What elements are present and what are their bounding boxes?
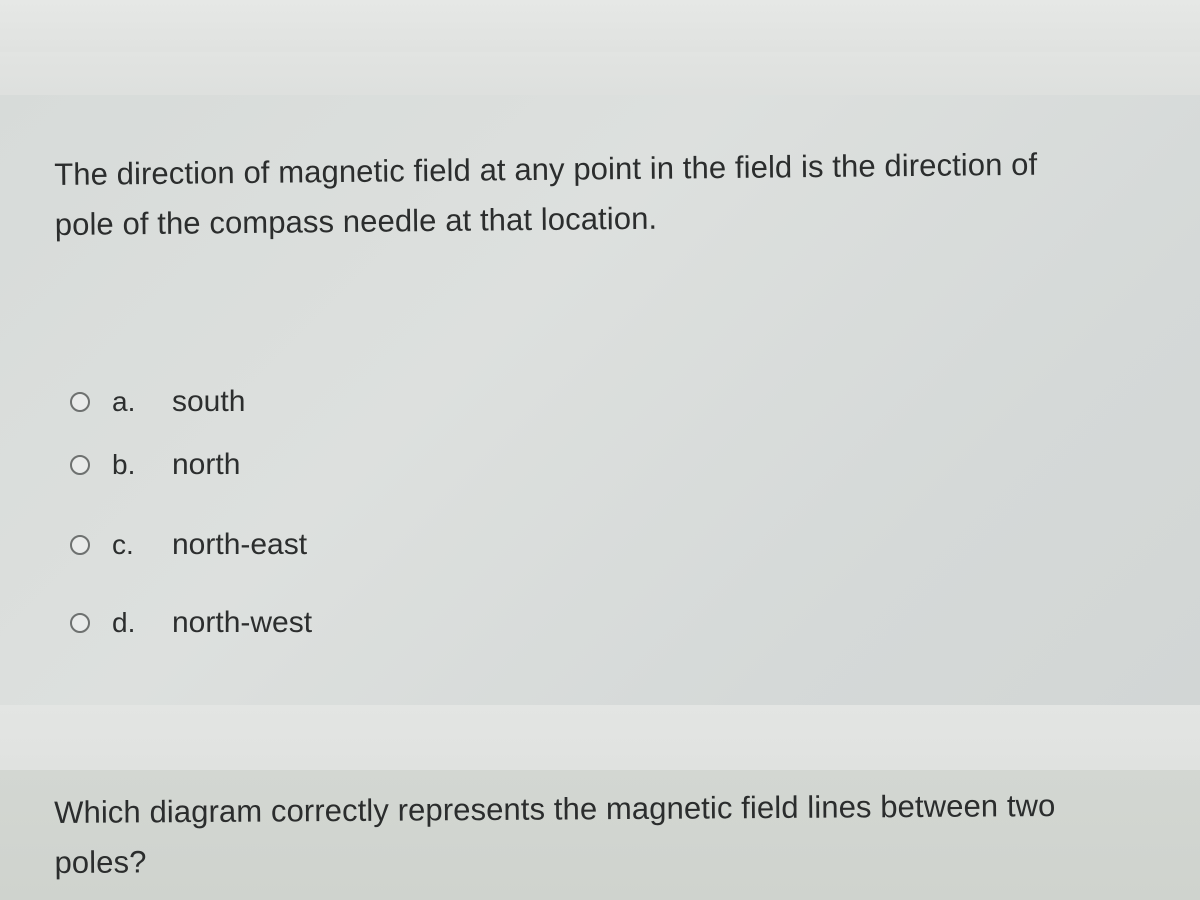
option-label: north-east <box>172 528 308 561</box>
question-2-line-1: Which diagram correctly represents the magnetic field lines between two <box>54 788 1056 830</box>
question-1-line-1: The direction of magnetic field at any point in the field is the direction of <box>54 146 1038 192</box>
option-c[interactable] <box>70 525 307 565</box>
question-separator <box>0 705 1200 770</box>
option-label: north <box>172 448 241 481</box>
question-1-text <box>54 140 1038 250</box>
option-a[interactable] <box>70 382 245 422</box>
previous-section-band <box>0 0 1200 52</box>
radio-icon[interactable] <box>70 392 90 412</box>
option-letter: c. <box>112 529 134 560</box>
question-1-line-2: pole of the compass needle at that location. <box>54 200 658 242</box>
option-label: south <box>172 385 246 418</box>
question-2-text <box>54 781 1056 888</box>
radio-icon[interactable] <box>70 455 90 475</box>
option-letter: a. <box>112 386 136 417</box>
option-letter: d. <box>112 607 136 638</box>
radio-icon[interactable] <box>70 613 90 633</box>
option-b[interactable] <box>70 445 240 485</box>
question-2-line-2: poles? <box>54 844 147 880</box>
option-label: north-west <box>172 606 313 639</box>
option-d[interactable] <box>70 603 312 643</box>
radio-icon[interactable] <box>70 535 90 555</box>
option-letter: b. <box>112 449 136 480</box>
